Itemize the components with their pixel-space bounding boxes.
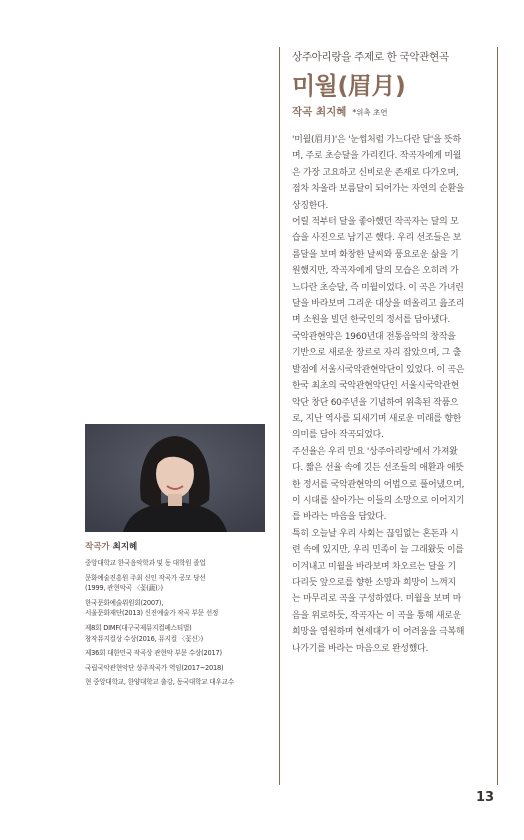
piece-title: 미월(眉月) <box>292 72 406 100</box>
body-line: 이 시대를 살아가는 이들의 소망으로 이어지기 <box>292 495 465 506</box>
career-line: 한국문화예술위원회(2007), <box>85 598 164 607</box>
career-line: 제36회 대한민국 작곡상 관현악 부문 수상(2017) <box>85 649 222 658</box>
profile-role: 작곡가 <box>85 542 110 552</box>
body-line: 국악관현악은 1960년대 전통음악의 창작을 <box>292 331 456 342</box>
career-line: 중앙대학교 한국음악학과 및 동 대학원 졸업 <box>85 559 206 567</box>
career-line: 국립국악관현악단 상주작곡가 역임(2017~2018) <box>85 663 224 672</box>
career-item <box>85 573 275 594</box>
body-line: 다리듯 앞으로를 향한 소망과 희망이 느껴지 <box>292 577 456 588</box>
commission-note: *위촉 초연 <box>352 108 388 117</box>
career-line: (1999, 관현악곡 〈꽃(蔬)〉) <box>85 584 163 593</box>
composer-photo <box>85 424 265 532</box>
left-vertical-rule <box>279 47 280 785</box>
body-line: 달을 바라보며 그리운 대상을 떠올리고 읊조리 <box>292 299 465 310</box>
body-line: 는 마무리로 곡을 구성하였다. 미월을 보며 마 <box>292 594 462 605</box>
body-line: 어릴 적부터 달을 좋아했던 작곡자는 달의 모 <box>292 217 459 228</box>
career-item <box>85 623 275 644</box>
career-item <box>85 663 275 674</box>
body-line: 로, 지난 역사를 되새기며 새로운 미래를 향한 <box>292 413 462 424</box>
composer-career-list <box>85 558 275 692</box>
body-line: 다. 짧은 선율 속에 깃든 선조들의 애환과 애뜻 <box>292 463 464 474</box>
composer-line <box>292 104 388 119</box>
composer-profile-label <box>85 540 137 552</box>
body-line: '미월(眉月)'은 '눈썹처럼 가느다란 달'을 뜻하 <box>292 135 461 145</box>
career-item <box>85 677 275 688</box>
body-line: 원했지만, 작곡자에게 달의 모습은 오히려 가 <box>292 266 459 277</box>
piece-subtitle: 상주아리랑을 주제로 한 국악관현곡 <box>292 51 449 63</box>
career-line: 문화예술진흥원 주최 신인 작곡가 공모 당선 <box>85 573 206 582</box>
body-line: 기반으로 새로운 장르로 자리 잡았으며, 그 출 <box>292 348 462 359</box>
body-line: 며 소원을 빌던 한국인의 정서를 담아냈다. <box>292 315 451 326</box>
body-line: 한국 최초의 국악관현악단인 서울시국악관현 <box>292 381 459 392</box>
body-line: 점차 차올라 보름달이 되어가는 자연의 순환을 <box>292 184 465 195</box>
career-item <box>85 598 275 619</box>
body-line: 의미를 담아 작곡되었다. <box>292 430 384 441</box>
body-line: 한 정서를 국악관현악의 어법으로 풀어냈으며, <box>292 479 465 490</box>
composer-credit: 작곡 최지혜 <box>292 106 347 118</box>
body-line: 나가기를 바라는 마음으로 완성했다. <box>292 643 429 654</box>
career-line: 제8회 DIMF(대구국제뮤지컬페스티벌) <box>85 623 192 632</box>
body-line: 느다란 초승달, 즉 미월이었다. 이 곡은 가녀린 <box>292 282 464 293</box>
page-number: 13 <box>476 790 495 805</box>
career-item <box>85 558 275 569</box>
body-line: 름달을 보며 화창한 날씨와 풍요로운 삶을 기 <box>292 249 459 260</box>
body-line: 를 바라는 마음을 담았다. <box>292 512 387 523</box>
right-vertical-rule <box>497 47 498 785</box>
body-line: 습을 사진으로 남기곤 했다. 우리 선조들은 보 <box>292 233 462 244</box>
body-line: 주선율은 우리 민요 '상주아리랑'에서 가져왔 <box>292 446 458 457</box>
body-line: 악단 창단 60주년을 기념하여 위촉된 작품으 <box>292 397 459 408</box>
career-line: 창작뮤지컬상 수상(2016, 뮤지컬 〈꽃신〉) <box>85 634 204 643</box>
body-line: 음을 위로하듯, 작곡자는 이 곡을 통해 새로운 <box>292 610 462 621</box>
career-line: 서울문화재단(2013) 신진예술가 작곡 부문 선정 <box>85 609 219 618</box>
body-line: 상징한다. <box>292 200 329 211</box>
career-item <box>85 648 275 659</box>
body-line: 희망을 염원하며 현세대가 이 어려움을 극복해 <box>292 627 465 638</box>
program-note-body <box>292 132 488 657</box>
profile-name: 최지혜 <box>112 542 138 552</box>
body-line: 은 가장 고요하고 신비로운 존재로 다가오며, <box>292 167 459 178</box>
body-line: 며, 주로 초승달을 가리킨다. 작곡자에게 미월 <box>292 151 462 162</box>
career-line: 현 중앙대학교, 한양대학교 출강, 동국대학교 대우교수 <box>85 678 235 687</box>
body-line: 특히 오늘날 우리 사회는 끊임없는 혼돈과 시 <box>292 528 459 539</box>
body-line: 련 속에 있지만, 우리 민족이 늘 그래왔듯 이를 <box>292 545 464 556</box>
body-line: 발점에 서울시국악관현악단이 있었다. 이 곡은 <box>292 364 465 375</box>
body-line: 이겨내고 미월을 바라보며 차오르는 달을 기 <box>292 561 456 572</box>
